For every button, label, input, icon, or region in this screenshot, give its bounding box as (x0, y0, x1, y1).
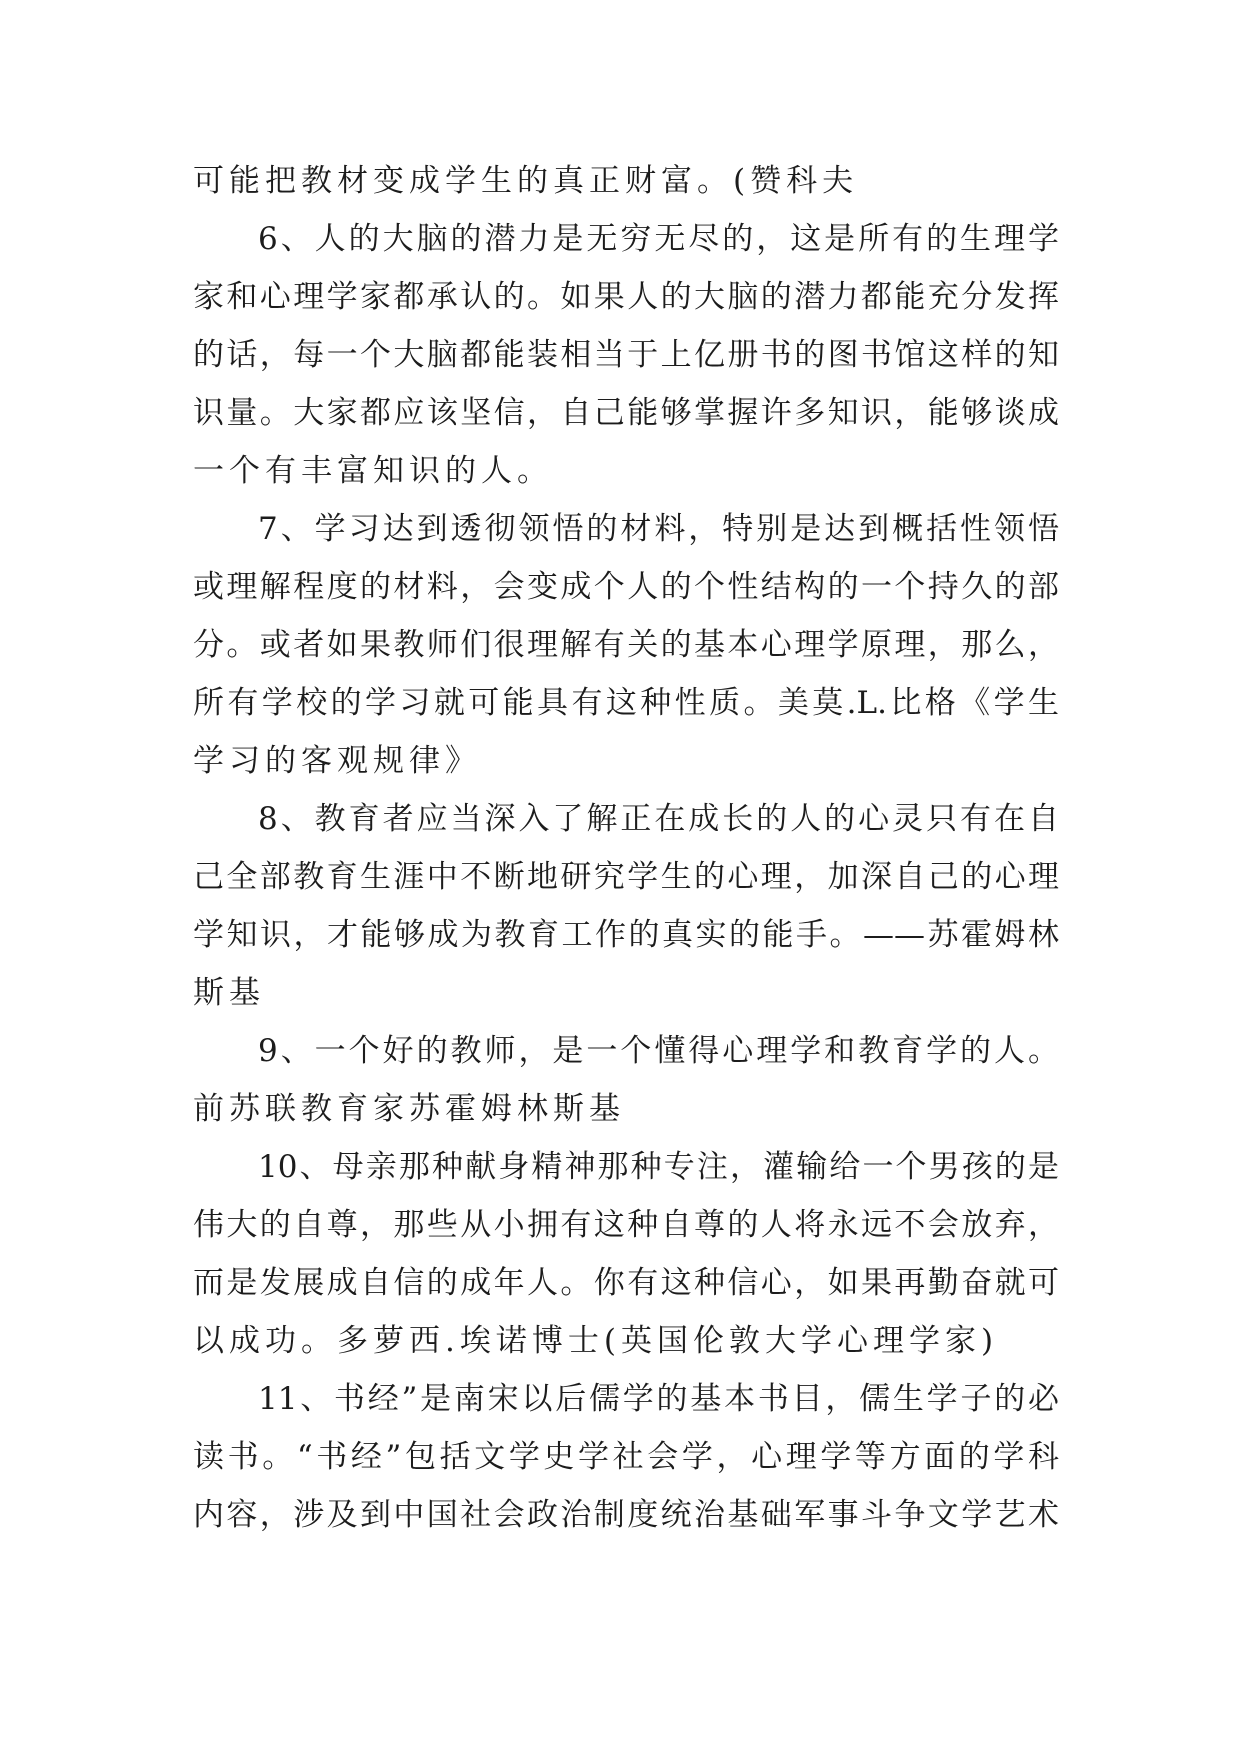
paragraph-item-8 (193, 790, 1059, 1022)
text-line: 9、一个好的教师，是一个懂得心理学和教育学的人。 (258, 1033, 1059, 1069)
paragraph-item-10 (193, 1138, 1059, 1370)
text-line: 可能把教材变成学生的真正财富。(赞科夫 (193, 163, 859, 199)
text-line: 识量。大家都应该坚信，自己能够掌握许多知识，能够谈成 (193, 395, 1059, 431)
paragraph-item-11 (193, 1370, 1059, 1544)
text-line: 己全部教育生涯中不断地研究学生的心理，加深自己的心理 (193, 859, 1059, 895)
text-line: 7、学习达到透彻领悟的材料，特别是达到概括性领悟 (258, 511, 1059, 547)
text-line: 伟大的自尊，那些从小拥有这种自尊的人将永远不会放弃， (193, 1207, 1059, 1243)
text-line: 分。或者如果教师们很理解有关的基本心理学原理，那么， (193, 627, 1059, 663)
text-line: 而是发展成自信的成年人。你有这种信心，如果再勤奋就可 (193, 1265, 1059, 1301)
paragraph-item-6 (193, 210, 1059, 500)
text-line: 的话，每一个大脑都能装相当于上亿册书的图书馆这样的知 (193, 337, 1059, 373)
text-line: 或理解程度的材料，会变成个人的个性结构的一个持久的部 (193, 569, 1059, 605)
text-line: 学习的客观规律》 (193, 743, 481, 779)
paragraph-continuation (193, 152, 1059, 210)
paragraph-item-9 (193, 1022, 1059, 1138)
text-line: 学知识，才能够成为教育工作的真实的能手。——苏霍姆林 (193, 917, 1059, 953)
text-line: 家和心理学家都承认的。如果人的大脑的潜力都能充分发挥 (193, 279, 1059, 315)
text-line: 一个有丰富知识的人。 (193, 453, 553, 489)
text-line: 以成功。多萝西.埃诺博士(英国伦敦大学心理学家) (193, 1323, 999, 1359)
text-line: 前苏联教育家苏霍姆林斯基 (193, 1091, 625, 1127)
text-line: 内容，涉及到中国社会政治制度统治基础军事斗争文学艺术 (193, 1497, 1059, 1533)
text-line: 8、教育者应当深入了解正在成长的人的心灵只有在自 (258, 801, 1059, 837)
document-body (193, 152, 1059, 1544)
paragraph-item-7 (193, 500, 1059, 790)
text-line: 11、书经”是南宋以后儒学的基本书目，儒生学子的必 (258, 1381, 1059, 1417)
text-line: 斯基 (193, 975, 265, 1011)
text-line: 读书。“书经”包括文学史学社会学，心理学等方面的学科 (193, 1439, 1059, 1475)
text-line: 10、母亲那种献身精神那种专注，灌输给一个男孩的是 (258, 1149, 1059, 1185)
text-line: 6、人的大脑的潜力是无穷无尽的，这是所有的生理学 (258, 221, 1059, 257)
text-line: 所有学校的学习就可能具有这种性质。美莫.L.比格《学生 (193, 685, 1059, 721)
